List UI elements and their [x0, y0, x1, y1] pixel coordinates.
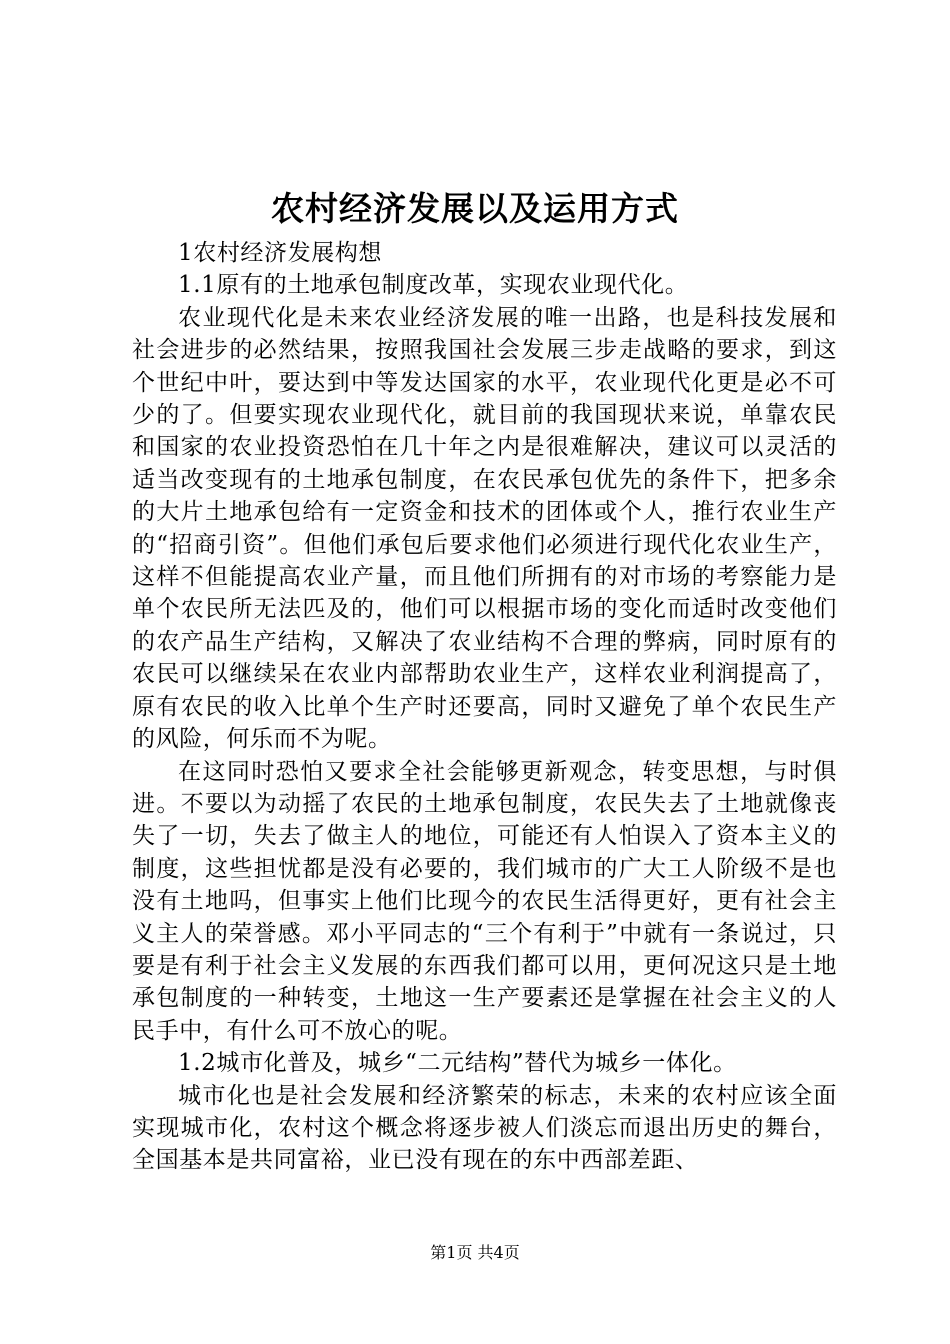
subsection-heading-1-2: 1.2城市化普及，城乡“二元结构”替代为城乡一体化。: [178, 1050, 737, 1077]
section-heading-1: 1农村经济发展构想: [178, 240, 383, 266]
paragraph-urbanization: 城市化也是社会发展和经济繁荣的标志，未来的农村应该全面实现城市化，农村这个概念将逐步被人们淡忘而退出历史的舞台，全国基本是共同富裕，业已没有现在的东中西部差距、: [132, 1082, 837, 1174]
paragraph-change-of-mindset: 在这同时恐怕又要求全社会能够更新观念，转变思想，与时俱进。不要以为动摇了农民的土地承包制度，农民失去了土地就像丧失了一切，失去了做主人的地位，可能还有人怕误入了资本主义的制度，这些担忧都是没有必要的，我们城市的广大工人阶级不是也没有土地吗，但事实上他们比现今的农民生活得更好，更有社会主义主人的荣誉感。邓小平同志的“三个有利于”中就有一条说过，只要是有利于社会主义发展的东西我们都可以用，更何况这只是土地承包制度的一种转变，土地这一生产要素还是掌握在社会主义的人民手中，有什么可不放心的呢。: [132, 758, 837, 1044]
subsection-heading-1-1: 1.1原有的土地承包制度改革，实现农业现代化。: [178, 272, 689, 299]
document-body: [132, 237, 837, 1177]
page-footer: 第1页 共4页: [430, 1243, 520, 1262]
paragraph-agricultural-modernization: 农业现代化是未来农业经济发展的唯一出路，也是科技发展和社会进步的必然结果，按照我国社会发展三步走战略的要求，到这个世纪中叶，要达到中等发达国家的水平，农业现代化更是必不可少的了。但要实现农业现代化，就目前的我国现状来说，单靠农民和国家的农业投资恐怕在几十年之内是很难解决，建议可以灵活的适当改变现有的土地承包制度，在农民承包优先的条件下，把多余的大片土地承包给有一定资金和技术的团体或个人，推行农业生产的“招商引资”。但他们承包后要求他们必须进行现代化农业生产，这样不但能提高农业产量，而且他们所拥有的对市场的考察能力是单个农民所无法匹及的，他们可以根据市场的变化而适时改变他们的农产品生产结构，又解决了农业结构不合理的弊病，同时原有的农民可以继续呆在农业内部帮助农业生产，这样农业利润提高了，原有农民的收入比单个生产时还要高，同时又避免了单个农民生产的风险，何乐而不为呢。: [132, 304, 837, 753]
document-title: 农村经济发展以及运用方式: [271, 189, 679, 228]
